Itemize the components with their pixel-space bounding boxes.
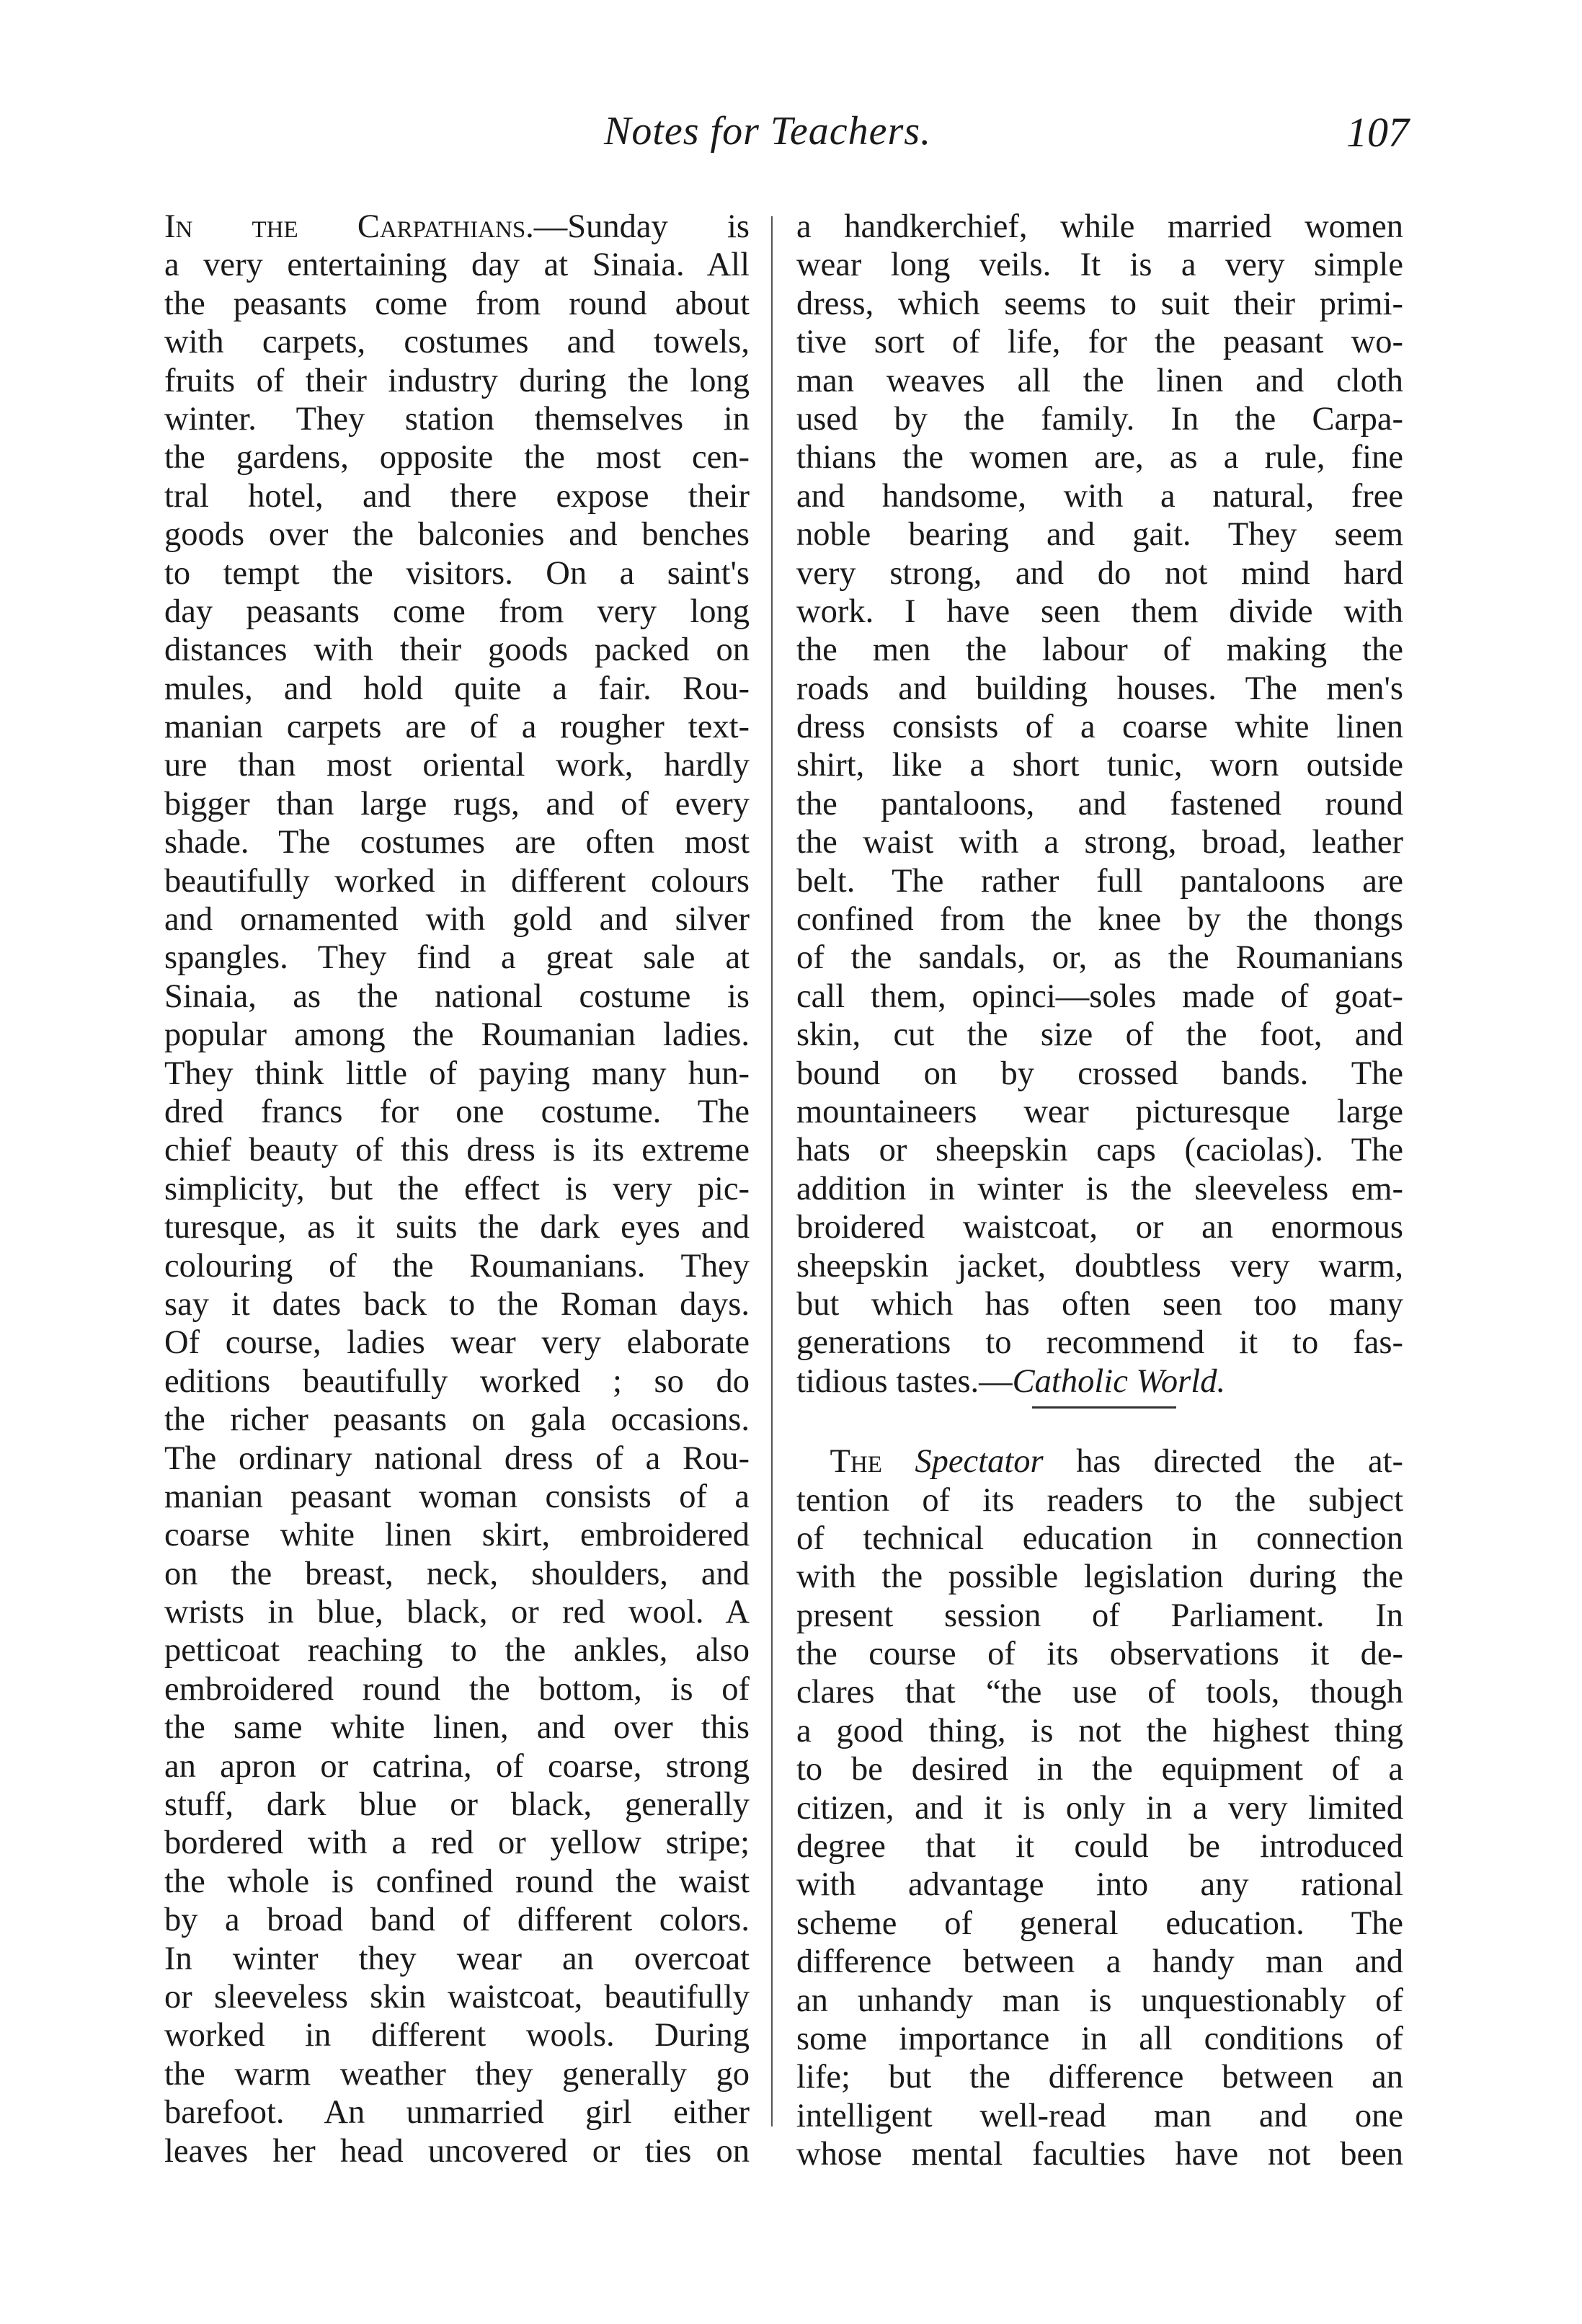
- text-line: the men the labour of making the: [796, 631, 1403, 669]
- text-line: the whole is confined round the waist: [164, 1863, 750, 1900]
- lead-word: The: [830, 1443, 882, 1481]
- page-number: 107: [1346, 109, 1409, 156]
- text-line: clares that “the use of tools, though: [796, 1674, 1403, 1711]
- text-line: wrists in blue, black, or red wool. A: [164, 1594, 750, 1631]
- text-line: addition in winter is the sleeveless em-: [796, 1170, 1403, 1207]
- text-line: tive sort of life, for the peasant wo-: [796, 324, 1403, 361]
- text-line: to be desired in the equipment of a: [796, 1751, 1403, 1788]
- source-citation: Catholic World.: [1012, 1362, 1226, 1400]
- text-line: very strong, and do not mind hard: [796, 554, 1403, 592]
- text-line: ure than most oriental work, hardly: [164, 747, 750, 784]
- text-line: some importance in all conditions of: [796, 2020, 1403, 2057]
- text-line: goods over the balconies and benches: [164, 516, 750, 554]
- text-line: citizen, and it is only in a very limited: [796, 1789, 1403, 1827]
- text-line: editions beautifully worked ; so do: [164, 1362, 750, 1400]
- text-line: degree that it could be introduced: [796, 1828, 1403, 1866]
- text-line: used by the family. In the Carpa-: [796, 400, 1403, 438]
- text-line: or sleeveless skin waistcoat, beautifully: [164, 1978, 750, 2015]
- text-line: of the sandals, or, as the Roumanians: [796, 939, 1403, 977]
- text-line: by a broad band of different colors.: [164, 1902, 750, 1939]
- text-line: man weaves all the linen and cloth: [796, 362, 1403, 399]
- text-line-content: has directed the at-: [1076, 1443, 1404, 1481]
- text-line: the pantaloons, and fastened round: [796, 785, 1403, 822]
- text-line: fruits of their industry during the long: [164, 362, 750, 399]
- text-line: bordered with a red or yellow stripe;: [164, 1824, 750, 1862]
- text-line: the richer peasants on gala occasions.: [164, 1401, 750, 1439]
- text-line: popular among the Roumanian ladies.: [164, 1016, 750, 1054]
- text-line: Of course, ladies wear very elaborate: [164, 1324, 750, 1362]
- text-line: life; but the difference between an: [796, 2059, 1403, 2096]
- text-line: stuff, dark blue or black, generally: [164, 1786, 750, 1824]
- text-line: manian carpets are of a rougher text-: [164, 709, 750, 746]
- text-line: but which has often seen too many: [796, 1285, 1403, 1323]
- text-line: hats or sheepskin caps (caciolas). The: [796, 1132, 1403, 1169]
- text-line: embroidered round the bottom, is of: [164, 1670, 750, 1708]
- text-line: call them, opinci—soles made of goat-: [796, 977, 1403, 1015]
- text-line: bound on by crossed bands. The: [796, 1055, 1403, 1092]
- text-line: petticoat reaching to the ankles, also: [164, 1632, 750, 1669]
- text-line: generations to recommend it to fas-: [796, 1324, 1403, 1362]
- text-line: bigger than large rugs, and of every: [164, 785, 750, 822]
- text-line: spangles. They find a great sale at: [164, 939, 750, 977]
- text-line: a handkerchief, while married women: [796, 208, 1403, 245]
- text-line: and ornamented with gold and silver: [164, 901, 750, 939]
- text-line: Sinaia, as the national costume is: [164, 977, 750, 1015]
- column-rule: [771, 216, 773, 2126]
- text-line: barefoot. An unmarried girl either: [164, 2094, 750, 2132]
- text-line: chief beauty of this dress is its extreme: [164, 1132, 750, 1169]
- text-line: present session of Parliament. In: [796, 1597, 1403, 1634]
- text-line: with carpets, costumes and towels,: [164, 324, 750, 361]
- text-line: intelligent well-read man and one: [796, 2097, 1403, 2134]
- text-line: noble bearing and gait. They seem: [796, 516, 1403, 554]
- text-line-content: tidious tastes.—: [796, 1362, 1013, 1400]
- section-divider: [1032, 1406, 1176, 1409]
- text-line: manian peasant woman consists of a: [164, 1478, 750, 1515]
- right-column: [796, 208, 1403, 2174]
- text-line: on the breast, neck, shoulders, and: [164, 1555, 750, 1592]
- text-line-content: —Sunday is: [533, 208, 750, 245]
- text-line: turesque, as it suits the dark eyes and: [164, 1209, 750, 1246]
- text-line: [796, 1362, 1403, 1401]
- text-line: broidered waistcoat, or an enormous: [796, 1209, 1403, 1246]
- section-heading: In the Carpathians.: [164, 208, 534, 245]
- text-line: distances with their goods packed on: [164, 631, 750, 669]
- text-line: [164, 208, 750, 246]
- text-line: the warm weather they generally go: [164, 2055, 750, 2093]
- text-line: whose mental faculties have not been: [796, 2136, 1403, 2173]
- text-line: colouring of the Roumanians. They: [164, 1247, 750, 1285]
- page-header: [0, 108, 1582, 166]
- text-line: the same white linen, and over this: [164, 1709, 750, 1747]
- text-line: the gardens, opposite the most cen-: [164, 439, 750, 476]
- text-line: work. I have seen them divide with: [796, 593, 1403, 630]
- text-line: In winter they wear an overcoat: [164, 1940, 750, 1977]
- text-line: day peasants come from very long: [164, 593, 750, 630]
- text-line: worked in different wools. During: [164, 2017, 750, 2054]
- text-line: scheme of general education. The: [796, 1904, 1403, 1942]
- publication-name: Spectator: [915, 1443, 1044, 1481]
- text-line: winter. They station themselves in: [164, 400, 750, 438]
- text-line: and handsome, with a natural, free: [796, 477, 1403, 515]
- text-line: tention of its readers to the subject: [796, 1481, 1403, 1519]
- text-line: wear long veils. It is a very simple: [796, 247, 1403, 284]
- text-line: the waist with a strong, broad, leather: [796, 824, 1403, 861]
- text-line: an apron or catrina, of coarse, strong: [164, 1747, 750, 1785]
- text-line: with advantage into any rational: [796, 1866, 1403, 1904]
- text-line: the course of its observations it de-: [796, 1636, 1403, 1673]
- text-line: sheepskin jacket, doubtless very warm,: [796, 1247, 1403, 1285]
- text-line: dress consists of a coarse white linen: [796, 709, 1403, 746]
- text-line: coarse white linen skirt, embroidered: [164, 1517, 750, 1554]
- text-line: They think little of paying many hun-: [164, 1055, 750, 1092]
- text-line: of technical education in connection: [796, 1520, 1403, 1557]
- text-line: difference between a handy man and: [796, 1943, 1403, 1981]
- text-line: thians the women are, as a rule, fine: [796, 439, 1403, 476]
- text-line: dress, which seems to suit their primi-: [796, 285, 1403, 322]
- text-line: confined from the knee by the thongs: [796, 901, 1403, 939]
- text-line: mountaineers wear picturesque large: [796, 1093, 1403, 1130]
- text-line: shirt, like a short tunic, worn outside: [796, 747, 1403, 784]
- text-line: skin, cut the size of the foot, and: [796, 1016, 1403, 1054]
- text-line: [796, 1442, 1403, 1481]
- text-line: belt. The rather full pantaloons are: [796, 862, 1403, 900]
- running-title: Notes for Teachers.: [604, 109, 932, 154]
- text-line: a good thing, is not the highest thing: [796, 1712, 1403, 1749]
- text-line: shade. The costumes are often most: [164, 824, 750, 861]
- text-line: a very entertaining day at Sinaia. All: [164, 247, 750, 284]
- text-line: an unhandy man is unquestionably of: [796, 1982, 1403, 2019]
- text-line: with the possible legislation during the: [796, 1558, 1403, 1596]
- text-line: the peasants come from round about: [164, 285, 750, 322]
- text-line: mules, and hold quite a fair. Rou-: [164, 670, 750, 707]
- text-line: tral hotel, and there expose their: [164, 477, 750, 515]
- text-line: simplicity, but the effect is very pic-: [164, 1170, 750, 1207]
- text-line: say it dates back to the Roman days.: [164, 1285, 750, 1323]
- text-line: The ordinary national dress of a Rou-: [164, 1440, 750, 1477]
- text-line: roads and building houses. The men's: [796, 670, 1403, 707]
- text-line: to tempt the visitors. On a saint's: [164, 554, 750, 592]
- text-line: dred francs for one costume. The: [164, 1093, 750, 1130]
- text-line: beautifully worked in different colours: [164, 862, 750, 900]
- text-line: leaves her head uncovered or ties on: [164, 2132, 750, 2170]
- left-column: [164, 208, 750, 2170]
